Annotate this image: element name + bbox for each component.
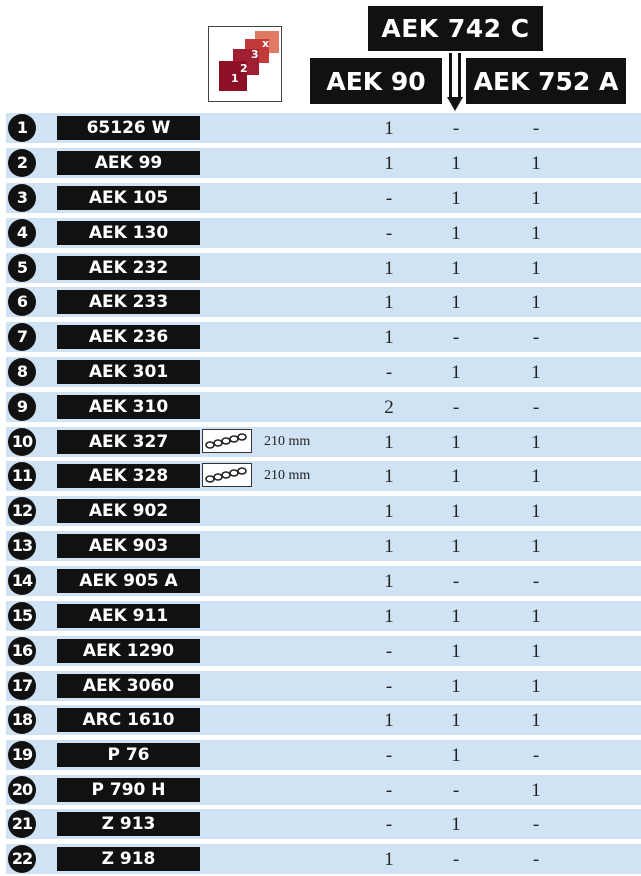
header-aek-90: AEK 90: [310, 58, 442, 104]
quantity-cell: 1: [451, 710, 461, 731]
quantity-cell: -: [532, 849, 540, 870]
quantity-cell: 1: [451, 814, 461, 835]
part-code-label: AEK 99: [57, 151, 200, 175]
quantity-cell: -: [385, 745, 393, 766]
part-code-label: P 790 H: [57, 778, 200, 802]
row-number-badge: 2: [8, 149, 36, 177]
quantity-cell: 1: [531, 606, 541, 627]
quantity-cell: 1: [531, 432, 541, 453]
part-code-label: Z 918: [57, 847, 200, 871]
table-row: [0, 671, 641, 701]
quantity-cell: -: [452, 327, 460, 348]
quantity-cell: 1: [451, 606, 461, 627]
stacked-pages-icon: [209, 27, 281, 101]
chain-icon: [202, 463, 252, 487]
row-number-badge: 3: [8, 184, 36, 212]
part-code-label: AEK 3060: [57, 674, 200, 698]
quantity-cell: 1: [531, 536, 541, 557]
row-number-badge: 22: [8, 845, 36, 873]
logo-number-1: 1: [231, 72, 239, 85]
quantity-cell: -: [532, 397, 540, 418]
row-number-badge: 19: [8, 741, 36, 769]
table-row: [0, 148, 641, 178]
quantity-cell: 1: [531, 501, 541, 522]
quantity-cell: -: [385, 676, 393, 697]
table-row: [0, 809, 641, 839]
table-row: [0, 287, 641, 317]
table-row: [0, 461, 641, 491]
part-code-label: AEK 905 A: [57, 569, 200, 593]
quantity-cell: 2: [384, 397, 394, 418]
part-code-label: P 76: [57, 743, 200, 767]
row-number-badge: 16: [8, 637, 36, 665]
quantity-cell: -: [385, 188, 393, 209]
row-number-badge: 13: [8, 532, 36, 560]
part-code-label: AEK 902: [57, 499, 200, 523]
part-code-label: AEK 328: [57, 464, 200, 488]
quantity-cell: 1: [531, 466, 541, 487]
part-code-label: 65126 W: [57, 116, 200, 140]
part-code-label: AEK 232: [57, 256, 200, 280]
quantity-cell: 1: [384, 710, 394, 731]
quantity-cell: 1: [384, 258, 394, 279]
quantity-cell: 1: [531, 188, 541, 209]
quantity-cell: 1: [384, 153, 394, 174]
quantity-cell: -: [452, 849, 460, 870]
table-row: [0, 392, 641, 422]
quantity-cell: 1: [531, 153, 541, 174]
quantity-cell: -: [532, 814, 540, 835]
header-aek-752-a: AEK 752 A: [466, 58, 626, 104]
table-row: [0, 218, 641, 248]
quantity-cell: 1: [451, 641, 461, 662]
row-number-badge: 12: [8, 497, 36, 525]
quantity-cell: 1: [384, 327, 394, 348]
quantity-cell: 1: [384, 571, 394, 592]
quantity-cell: -: [452, 118, 460, 139]
quantity-cell: 1: [531, 710, 541, 731]
row-number-badge: 7: [8, 323, 36, 351]
table-row: [0, 601, 641, 631]
part-code-label: Z 913: [57, 812, 200, 836]
logo-letter-x: x: [262, 37, 270, 50]
row-number-badge: 9: [8, 393, 36, 421]
part-code-label: AEK 327: [57, 430, 200, 454]
chain-icon: [202, 429, 252, 453]
logo-number-2: 2: [240, 62, 248, 75]
table-row: [0, 775, 641, 805]
row-number-badge: 17: [8, 672, 36, 700]
down-arrow-icon: [447, 53, 463, 111]
quantity-cell: -: [532, 745, 540, 766]
table-row: [0, 531, 641, 561]
quantity-cell: -: [452, 397, 460, 418]
quantity-cell: 1: [384, 849, 394, 870]
quantity-cell: 1: [451, 432, 461, 453]
quantity-cell: -: [532, 327, 540, 348]
row-number-badge: 10: [8, 428, 36, 456]
quantity-cell: 1: [451, 292, 461, 313]
row-number-badge: 6: [8, 288, 36, 316]
part-code-label: AEK 911: [57, 604, 200, 628]
row-number-badge: 11: [8, 462, 36, 490]
part-code-label: AEK 105: [57, 186, 200, 210]
quantity-cell: 1: [451, 501, 461, 522]
quantity-cell: 1: [384, 118, 394, 139]
table-row: [0, 636, 641, 666]
quantity-cell: 1: [451, 536, 461, 557]
table-row: [0, 113, 641, 143]
table-row: [0, 705, 641, 735]
quantity-cell: 1: [531, 362, 541, 383]
quantity-cell: 1: [451, 362, 461, 383]
quantity-cell: 1: [451, 258, 461, 279]
row-number-badge: 14: [8, 567, 36, 595]
quantity-cell: 1: [384, 536, 394, 557]
part-code-label: AEK 1290: [57, 639, 200, 663]
row-number-badge: 1: [8, 114, 36, 142]
stacked-pages-logo: [208, 26, 282, 102]
quantity-cell: 1: [384, 501, 394, 522]
quantity-cell: 1: [531, 223, 541, 244]
table-row: [0, 253, 641, 283]
row-number-badge: 18: [8, 706, 36, 734]
quantity-cell: 1: [531, 780, 541, 801]
row-number-badge: 15: [8, 602, 36, 630]
quantity-cell: 1: [451, 223, 461, 244]
table-row: [0, 496, 641, 526]
part-code-label: ARC 1610: [57, 708, 200, 732]
part-code-label: AEK 903: [57, 534, 200, 558]
quantity-cell: 1: [384, 432, 394, 453]
table-row: [0, 427, 641, 457]
part-code-label: AEK 301: [57, 360, 200, 384]
table-row: [0, 566, 641, 596]
row-number-badge: 21: [8, 810, 36, 838]
quantity-cell: 1: [451, 745, 461, 766]
quantity-cell: 1: [531, 258, 541, 279]
quantity-cell: 1: [451, 466, 461, 487]
quantity-cell: 1: [451, 153, 461, 174]
table-row: [0, 844, 641, 874]
quantity-cell: -: [532, 118, 540, 139]
quantity-cell: -: [385, 223, 393, 244]
row-number-badge: 4: [8, 219, 36, 247]
quantity-cell: 1: [451, 188, 461, 209]
quantity-cell: 1: [531, 641, 541, 662]
quantity-cell: 1: [384, 606, 394, 627]
quantity-cell: -: [452, 780, 460, 801]
row-number-badge: 8: [8, 358, 36, 386]
part-code-label: AEK 233: [57, 290, 200, 314]
row-number-badge: 5: [8, 254, 36, 282]
table-row: [0, 740, 641, 770]
quantity-cell: -: [452, 571, 460, 592]
quantity-cell: 1: [451, 676, 461, 697]
quantity-cell: 1: [531, 676, 541, 697]
part-code-label: AEK 236: [57, 325, 200, 349]
chain-length: 210 mm: [264, 468, 311, 483]
quantity-cell: -: [385, 362, 393, 383]
quantity-cell: -: [385, 814, 393, 835]
header-aek-742-c: AEK 742 C: [368, 6, 543, 51]
row-number-badge: 20: [8, 776, 36, 804]
quantity-cell: -: [385, 641, 393, 662]
quantity-cell: 1: [384, 466, 394, 487]
chain-length: 210 mm: [264, 434, 311, 449]
part-code-label: AEK 310: [57, 395, 200, 419]
table-row: [0, 322, 641, 352]
table-row: [0, 357, 641, 387]
table-row: [0, 183, 641, 213]
quantity-cell: -: [385, 780, 393, 801]
quantity-cell: -: [532, 571, 540, 592]
part-code-label: AEK 130: [57, 221, 200, 245]
logo-number-3: 3: [251, 48, 259, 61]
quantity-cell: 1: [384, 292, 394, 313]
quantity-cell: 1: [531, 292, 541, 313]
